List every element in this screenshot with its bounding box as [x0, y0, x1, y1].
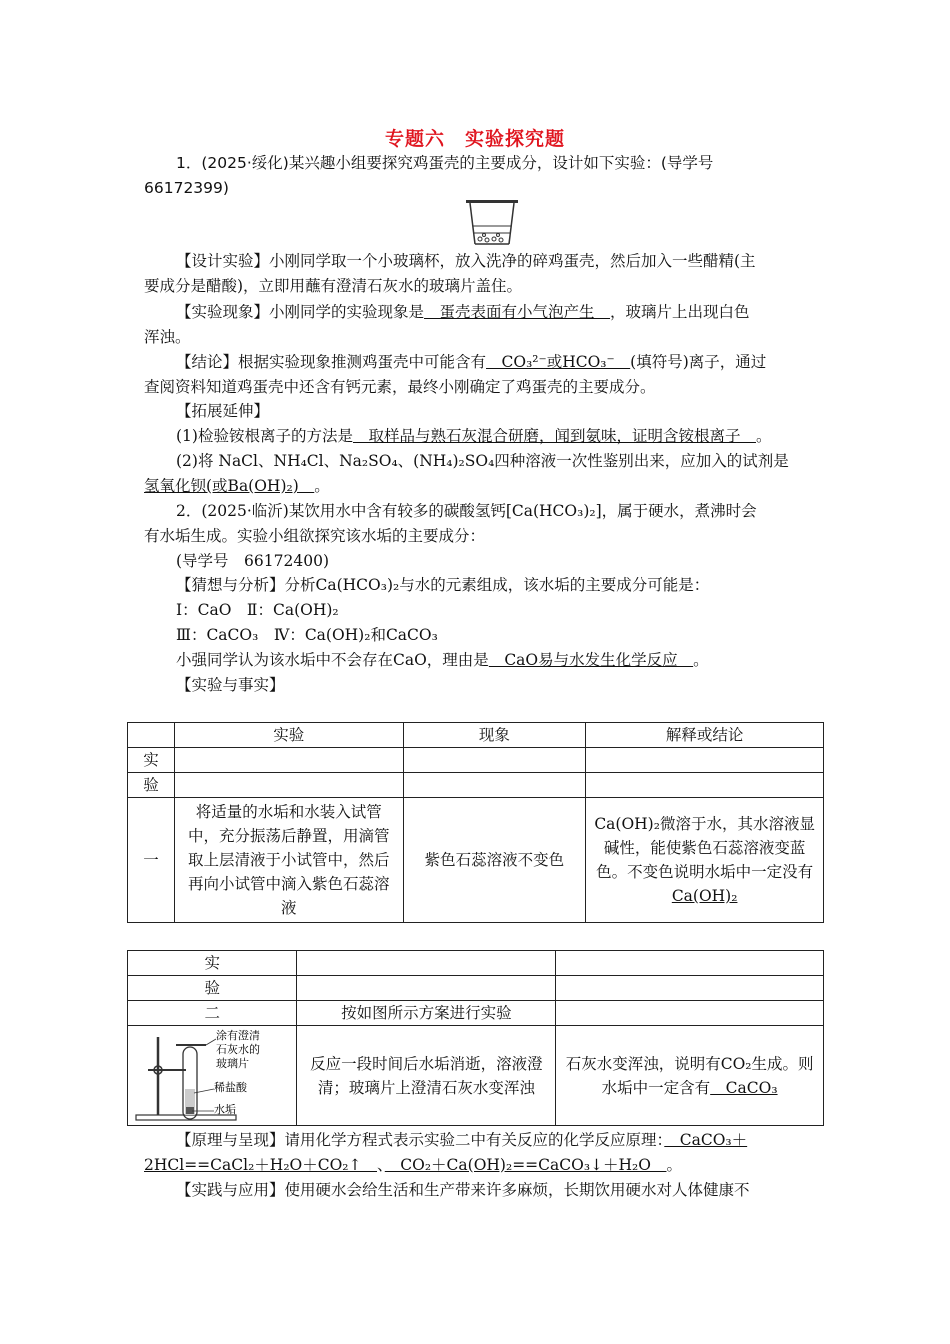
q2-reason-prefix: 小强同学认为该水垢中不会存在CaO，理由是: [176, 651, 489, 669]
table-header-phenomenon: 现象: [403, 723, 586, 748]
experiment-two-conclusion-answer: CaCO₃: [710, 1078, 778, 1097]
experiment-one-procedure: 将适量的水垢和水装入试管中，充分振荡后静置，用滴管取上层清液于小试管中，然后再向小试管中滴入紫色石蕊溶液: [174, 798, 403, 923]
q2-principle-line1: [176, 1128, 747, 1153]
q1-guide-number: 66172399): [144, 179, 229, 197]
table-row: [128, 1026, 824, 1126]
experiment-one-conclusion: Ca(OH)₂微溶于水，其水溶液显碱性，能使紫色石蕊溶液变蓝色。不变色说明水垢中一定没有: [594, 815, 815, 881]
q1-conclusion-line2: 查阅资料知道鸡蛋壳中还含有钙元素，最终小刚确定了鸡蛋壳的主要成分。: [144, 378, 656, 396]
q1-extension-1: [176, 424, 772, 449]
q2-option-1: Ⅰ：CaO Ⅱ：Ca(OH)₂: [176, 601, 339, 619]
table-row: [128, 798, 824, 923]
q1-head: 1．(2025·绥化)某兴趣小组要探究鸡蛋壳的主要成分，设计如下实验：(导学号: [176, 154, 714, 172]
page-title: 专题六 实验探究题: [384, 128, 565, 150]
q1-extension-2: (2)将 NaCl、NH₄Cl、Na₂SO₄、(NH₄)₂SO₄四种溶液一次性鉴别出来，应加入的试剂是: [176, 452, 789, 470]
q1-extension-2-answer-line: [144, 474, 330, 499]
experiment-two-procedure: 按如图所示方案进行实验: [297, 1001, 556, 1026]
row-label: 实: [128, 748, 175, 773]
q1-phenomenon-prefix: 【实验现象】小刚同学的实验现象是: [176, 303, 425, 321]
q2-reason-answer: CaO易与水发生化学反应: [488, 651, 694, 669]
fig-label-4: 稀盐酸: [214, 1080, 247, 1094]
table-header-conclusion: 解释或结论: [586, 723, 824, 748]
glass-cup-figure: [464, 198, 520, 248]
q2-practice: 【实践与应用】使用硬水会给生活和生产带来许多麻烦，长期饮用硬水对人体健康不: [176, 1181, 750, 1199]
experiment-one-conclusion-cell: [586, 798, 824, 923]
table-row: [128, 748, 824, 773]
q2-guess: 【猜想与分析】分析Ca(HCO₃)₂与水的元素组成，该水垢的主要成分可能是：: [176, 576, 710, 594]
table-row: [128, 773, 824, 798]
q2-principle-answer1b: 2HCl==CaCl₂＋H₂O＋CO₂↑: [144, 1156, 378, 1174]
row-label: 实: [128, 951, 297, 976]
q1-phenomenon-line2: 浑浊。: [144, 328, 191, 346]
experiment-two-table: [127, 950, 824, 1126]
q2-head-line2: 有水垢生成。实验小组欲探究该水垢的主要成分：: [144, 527, 486, 545]
q1-conclusion-suffix: (填符号)离子，通过: [630, 353, 767, 371]
q2-reason: [176, 648, 709, 673]
experiment-one-table: [127, 722, 824, 923]
q1-phenomenon-line1: [176, 300, 750, 325]
q1-ext1-answer: 取样品与熟石灰混合研磨，闻到氨味，证明含铵根离子: [352, 427, 756, 445]
q2-principle-separator: 、: [377, 1156, 385, 1174]
experiment-two-phenomenon: 反应一段时间后水垢消逝，溶液澄清；玻璃片上澄清石灰水变浑浊: [297, 1026, 556, 1126]
table-header-row: [128, 723, 824, 748]
q1-phenomenon-suffix: ，玻璃片上出现白色: [610, 303, 750, 321]
q1-design-line1: 【设计实验】小刚同学取一个小玻璃杯，放入洗净的碎鸡蛋壳，然后加入一些醋精(主: [176, 252, 756, 270]
q2-reason-suffix: 。: [693, 651, 709, 669]
q1-ext1-prefix: (1)检验铵根离子的方法是: [176, 427, 353, 445]
fig-label-2: 石灰水的: [216, 1042, 260, 1056]
q2-guide-number: (导学号 66172400): [176, 552, 329, 570]
q1-extension-heading: 【拓展延伸】: [176, 402, 270, 420]
q1-conclusion-line1: [176, 350, 766, 375]
table-row: [128, 1001, 824, 1026]
row-label: 验: [128, 773, 175, 798]
table-header-empty: [128, 723, 175, 748]
q1-ext2-suffix: 。: [314, 477, 330, 495]
q1-ext1-suffix: 。: [755, 427, 772, 445]
q1-phenomenon-answer: 蛋壳表面有小气泡产生: [424, 303, 611, 321]
apparatus-figure-cell: [128, 1026, 297, 1126]
row-label: 验: [128, 976, 297, 1001]
fig-label-3: 玻璃片: [216, 1056, 249, 1070]
fig-label-5: 水垢: [214, 1102, 236, 1116]
q2-head-line1: 2．(2025·临沂)某饮用水中含有较多的碳酸氢钙[Ca(HCO₃)₂]，属于硬水，煮沸时会: [176, 502, 757, 520]
table-row: [128, 951, 824, 976]
test-tube-apparatus-figure: [128, 1027, 278, 1125]
q1-conclusion-answer: CO₃²⁻或HCO₃⁻: [486, 353, 631, 371]
q2-facts-heading: 【实验与事实】: [176, 676, 285, 694]
q2-principle-prefix: 【原理与呈现】请用化学方程式表示实验二中有关反应的化学反应原理：: [176, 1131, 665, 1149]
q1-ext2-answer: 氢氧化钡(或Ba(OH)₂): [144, 477, 315, 495]
experiment-two-conclusion: 石灰水变浑浊，说明有CO₂生成。则水垢中一定含有: [565, 1054, 814, 1097]
q1-design-line2: 要成分是醋酸)，立即用蘸有澄清石灰水的玻璃片盖住。: [144, 277, 523, 295]
q2-principle-end: 。: [666, 1156, 682, 1174]
q2-principle-answer1a: CaCO₃＋: [664, 1131, 748, 1149]
experiment-one-phenomenon: 紫色石蕊溶液不变色: [403, 798, 586, 923]
q2-option-2: Ⅲ：CaCO₃ Ⅳ：Ca(OH)₂和CaCO₃: [176, 626, 438, 644]
q2-principle-answer2: CO₂＋Ca(OH)₂==CaCO₃↓＋H₂O: [384, 1156, 667, 1174]
table-header-experiment: 实验: [174, 723, 403, 748]
experiment-two-conclusion-cell: [556, 1026, 824, 1126]
experiment-one-conclusion-answer: Ca(OH)₂: [671, 887, 738, 905]
q2-principle-line2: [144, 1153, 682, 1178]
q1-conclusion-prefix: 【结论】根据实验现象推测鸡蛋壳中可能含有: [176, 353, 487, 371]
table-row: [128, 976, 824, 1001]
row-label: 一: [128, 798, 175, 923]
fig-label-1: 涂有澄清: [216, 1028, 260, 1042]
row-label: 二: [128, 1001, 297, 1026]
